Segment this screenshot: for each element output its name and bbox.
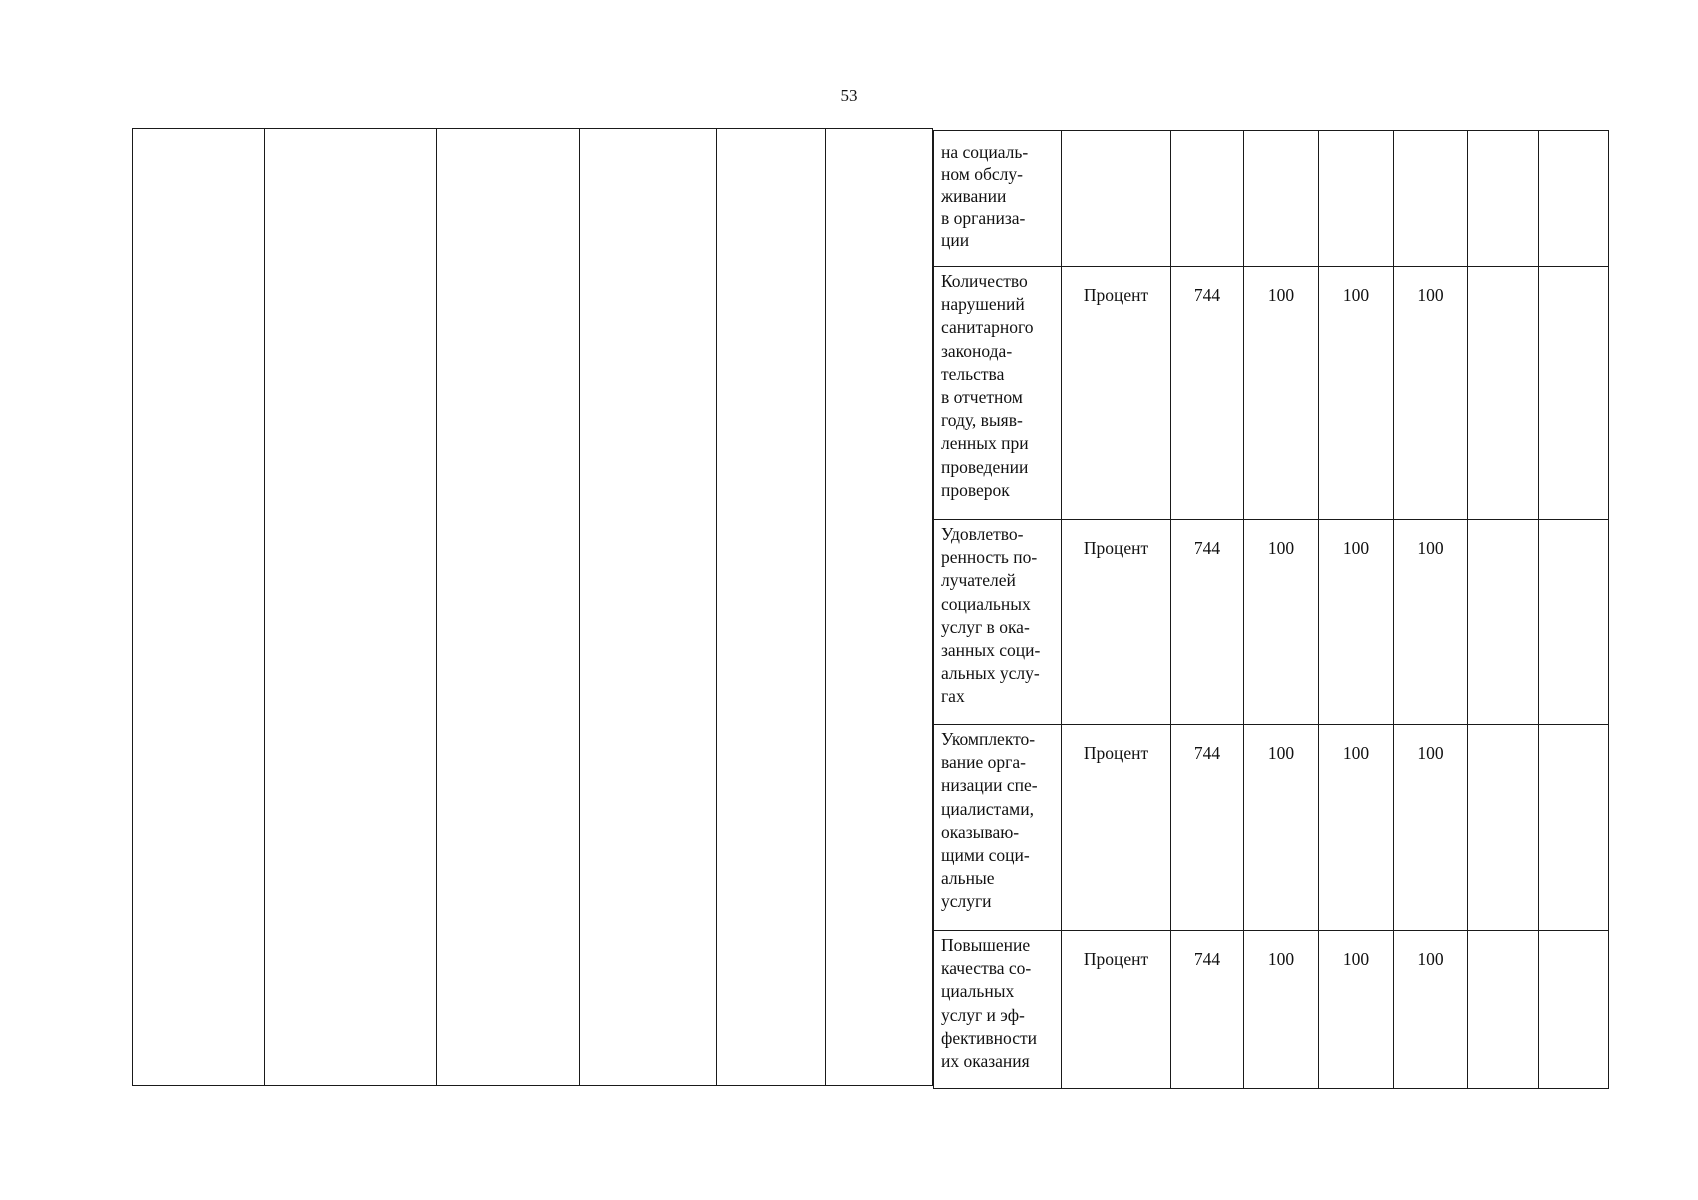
empty-cell-2 — [1539, 931, 1609, 1089]
indicator-name-cell: Повышение качества со- циальных услуг и эф- фективности их оказания — [934, 931, 1062, 1089]
empty-cell-2 — [1539, 131, 1609, 267]
page-number-text: 53 — [840, 86, 858, 105]
empty-cell-1 — [1468, 131, 1539, 267]
value-cell-3: 100 — [1394, 725, 1468, 931]
column-divider-1 — [264, 128, 265, 1086]
table-row — [934, 131, 1609, 267]
okei-code-cell: 744 — [1171, 725, 1244, 931]
indicator-name-cell: Укомплекто- вание орга- низации спе- циалистами, оказываю- щими соци- альные услуги — [934, 725, 1062, 931]
table-row — [934, 931, 1609, 1089]
column-divider-2 — [436, 128, 437, 1086]
unit-cell: Процент — [1062, 931, 1171, 1089]
page-number — [840, 86, 866, 106]
unit-cell: Процент — [1062, 520, 1171, 725]
table-row — [934, 725, 1609, 931]
value-cell-1: 100 — [1244, 520, 1319, 725]
value-cell-2 — [1319, 131, 1394, 267]
value-cell-2: 100 — [1319, 725, 1394, 931]
empty-columns-block — [132, 128, 933, 1086]
value-cell-3: 100 — [1394, 931, 1468, 1089]
column-divider-3 — [579, 128, 580, 1086]
value-cell-2: 100 — [1319, 520, 1394, 725]
okei-code-cell: 744 — [1171, 267, 1244, 520]
okei-code-cell: 744 — [1171, 931, 1244, 1089]
empty-cell-1 — [1468, 520, 1539, 725]
empty-cell-2 — [1539, 520, 1609, 725]
indicator-name-cell: Удовлетво- ренность по- лучателей социальных услуг в ока- занных соци- альных услу- гах — [934, 520, 1062, 725]
empty-cell-2 — [1539, 725, 1609, 931]
table-row — [934, 267, 1609, 520]
value-cell-1: 100 — [1244, 725, 1319, 931]
value-cell-2: 100 — [1319, 931, 1394, 1089]
value-cell-1 — [1244, 131, 1319, 267]
okei-code-cell — [1171, 131, 1244, 267]
unit-cell: Процент — [1062, 267, 1171, 520]
value-cell-2: 100 — [1319, 267, 1394, 520]
empty-cell-2 — [1539, 267, 1609, 520]
value-cell-3 — [1394, 131, 1468, 267]
empty-cell-1 — [1468, 931, 1539, 1089]
value-cell-1: 100 — [1244, 267, 1319, 520]
okei-code-cell: 744 — [1171, 520, 1244, 725]
value-cell-3: 100 — [1394, 267, 1468, 520]
empty-cell-1 — [1468, 267, 1539, 520]
empty-cell-1 — [1468, 725, 1539, 931]
unit-cell: Процент — [1062, 725, 1171, 931]
value-cell-3: 100 — [1394, 520, 1468, 725]
indicator-name-cell: Количество нарушений санитарного законода- тельства в отчетном году, выяв- ленных при проведении проверок — [934, 267, 1062, 520]
value-cell-1: 100 — [1244, 931, 1319, 1089]
column-divider-5 — [825, 128, 826, 1086]
column-divider-4 — [716, 128, 717, 1086]
table-row — [934, 520, 1609, 725]
indicators-table — [933, 130, 1609, 1089]
unit-cell — [1062, 131, 1171, 267]
indicator-name-cell: на социаль- ном обслу- живании в организа- ции — [934, 131, 1062, 267]
